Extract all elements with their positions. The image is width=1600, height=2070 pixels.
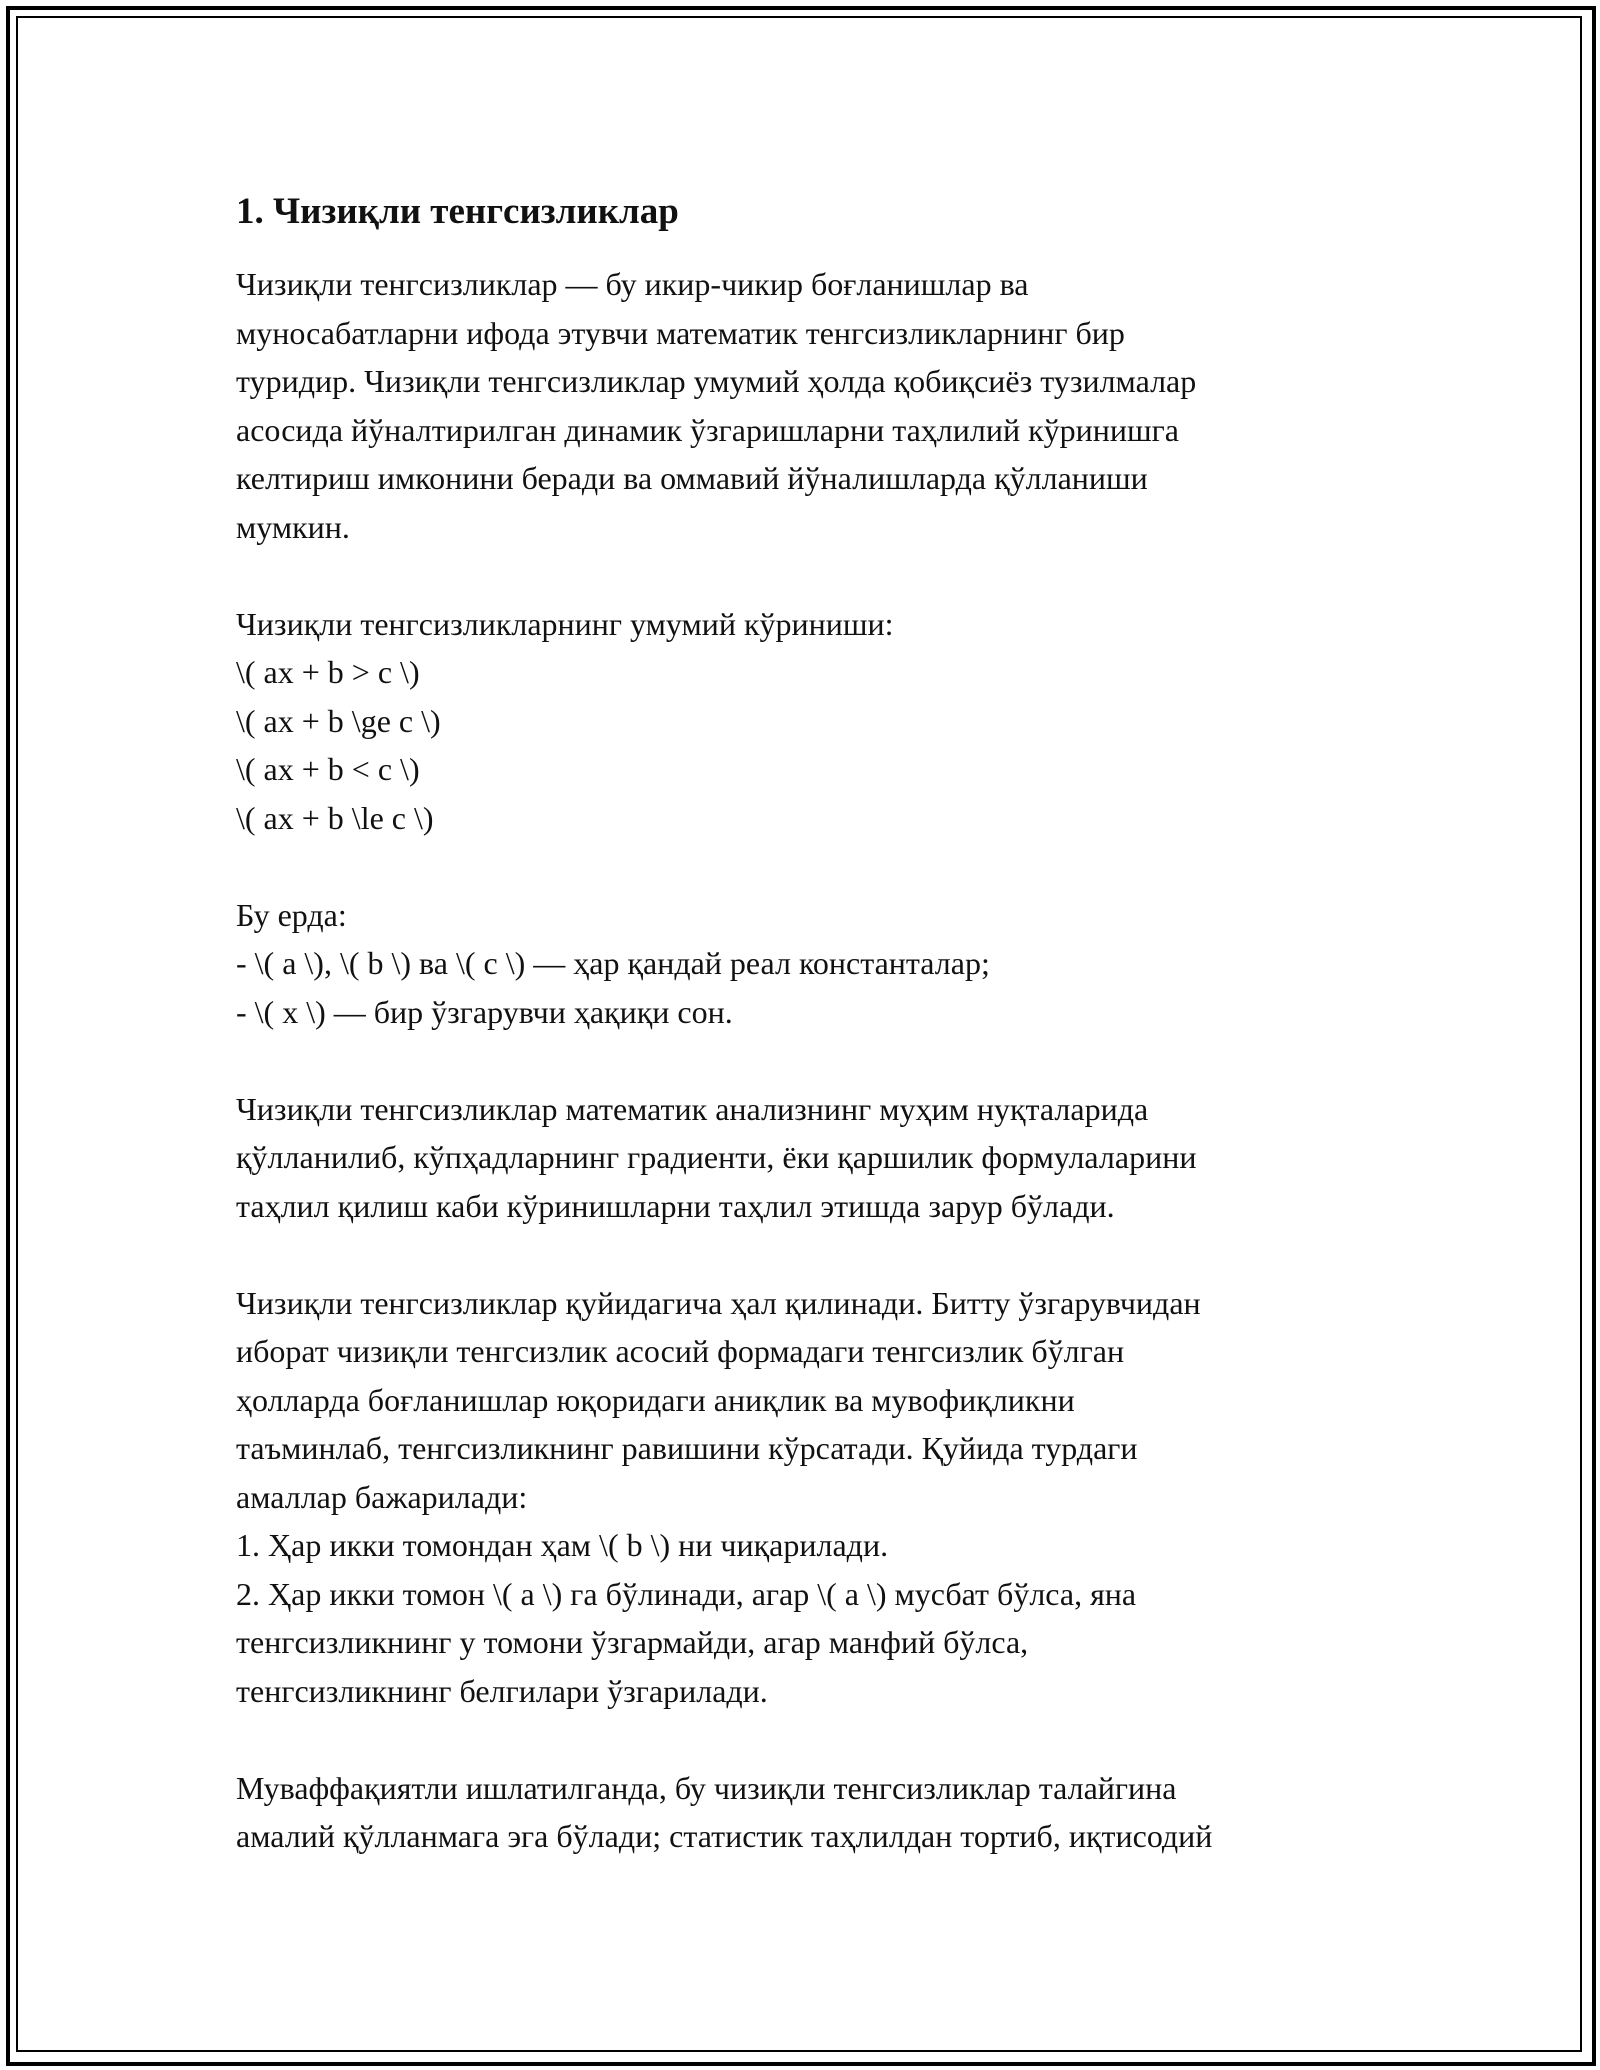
text-line: тенгсизликнинг у томони ўзгармайди, агар манфий бўлса,	[236, 1624, 1029, 1660]
text-line: Чизиқли тенгсизликлар — бу икир-чикир боғланишлар ва	[236, 266, 1029, 302]
text-line: Чизиқли тенгсизликлар қуйидагича ҳал қилинади. Битту ўзгарувчидан	[236, 1284, 1201, 1321]
text-line: иборат чизиқли тенгсизлик асосий формадаги тенгсизлик бўлган	[236, 1333, 1125, 1369]
paragraph-gap	[236, 842, 1396, 891]
text-line: келтириш имконини беради ва оммавий йўналишларда қўлланиши	[236, 460, 1148, 496]
list-item: - \( a \), \( b \) ва \( c \) — ҳар қандай реал константалар;	[236, 945, 990, 981]
text-line: Чизиқли тенгсизликларнинг умумий кўриниши:	[236, 605, 894, 642]
text-line: Бу ерда:	[236, 896, 347, 933]
text-line: қўлланилиб, кўпҳадларнинг градиенти, ёки қаршилик формулаларини	[236, 1139, 1197, 1175]
list-item: 1. Ҳар икки томондан ҳам \( b \) ни чиқарилади.	[236, 1527, 889, 1563]
text-line: туридир. Чизиқли тенгсизликлар умумий ҳолда қобиқсиёз тузилмалар	[236, 363, 1197, 399]
paragraph-gap	[236, 551, 1396, 600]
paragraph-conclusion	[236, 1764, 1396, 1861]
section-heading: 1. Чизиқли тенгсизликлар	[236, 191, 679, 232]
text-line: асосида йўналтирилган динамик ўзгаришларни таҳлилий кўринишга	[236, 411, 1179, 448]
paragraph-gap	[236, 1230, 1396, 1279]
paragraph-definitions	[236, 891, 1396, 1037]
text-line: таъминлаб, тенгсизликнинг равишини кўрсатади. Қуйида турдаги	[236, 1430, 1138, 1466]
text-line: Муваффақиятли ишлатилганда, бу чизиқли тенгсизликлар талайгина	[236, 1769, 1177, 1806]
text-line: мумкин.	[236, 508, 350, 545]
text-line: Чизиқли тенгсизликлар математик анализнинг муҳим нуқталарида	[236, 1090, 1149, 1127]
formula-line: \( ax + b \ge c \)	[236, 702, 441, 739]
formula-line: \( ax + b < c \)	[236, 751, 420, 787]
text-line: ҳолларда боғланишлар юқоридаги аниқлик ва мувофиқликни	[236, 1381, 1075, 1418]
paragraph-gap	[236, 1715, 1396, 1764]
text-line: амалий қўлланмага эга бўлади; статистик таҳлилдан тортиб, иқтисодий	[236, 1818, 1213, 1854]
text-line: амаллар бажарилади:	[236, 1478, 528, 1515]
formula-line: \( ax + b \le c \)	[236, 799, 434, 836]
text-line: таҳлил қилиш каби кўринишларни таҳлил этишда зарур бўлади.	[236, 1187, 1115, 1224]
paragraph-gap	[236, 1036, 1396, 1085]
paragraph-general-form	[236, 600, 1396, 843]
formula-line: \( ax + b > c \)	[236, 654, 420, 690]
paragraph-intro	[236, 260, 1396, 551]
paragraph-applications	[236, 1085, 1396, 1231]
text-line: муносабатларни ифода этувчи математик тенгсизликларнинг бир	[236, 314, 1125, 351]
document-body	[236, 188, 1396, 1861]
list-item: - \( x \) — бир ўзгарувчи ҳақиқи сон.	[236, 993, 733, 1030]
text-line: тенгсизликнинг белгилари ўзгарилади.	[236, 1672, 768, 1709]
paragraph-solving	[236, 1279, 1396, 1716]
list-item: 2. Ҳар икки томон \( a \) га бўлинади, агар \( a \) мусбат бўлса, яна	[236, 1575, 1137, 1612]
